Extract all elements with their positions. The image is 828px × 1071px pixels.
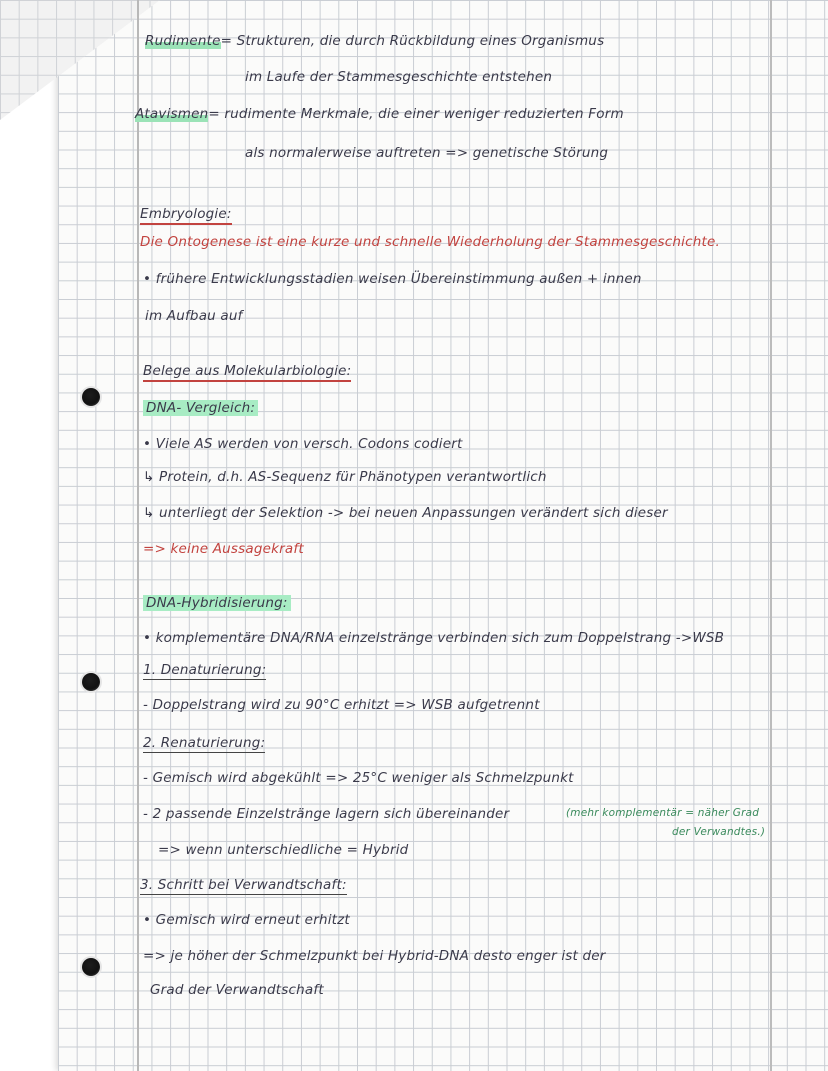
- term-rudimente: Rudimente: [145, 33, 221, 49]
- punch-hole: [82, 958, 100, 976]
- punch-hole: [82, 673, 100, 691]
- note-line: Grad der Verwandtschaft: [150, 982, 324, 998]
- note-line: ↳ Protein, d.h. AS-Sequenz für Phänotypen verantwortlich: [143, 469, 547, 485]
- punch-hole: [82, 388, 100, 406]
- note-line: im Aufbau auf: [145, 308, 243, 324]
- right-margin-line: [770, 0, 772, 1071]
- note-line: => keine Aussagekraft: [143, 541, 304, 557]
- note-line: als normalerweise auftreten => genetische Störung: [245, 145, 609, 161]
- heading-dna-vergleich: DNA- Vergleich:: [143, 400, 258, 416]
- note-line: 3. Schritt bei Verwandtschaft:: [140, 877, 347, 893]
- note-line: => je höher der Schmelzpunkt bei Hybrid-DNA desto enger ist der: [143, 948, 606, 964]
- term-atavismen: Atavismen: [135, 106, 209, 122]
- note-line: • Gemisch wird erneut erhitzt: [143, 912, 350, 928]
- note-line: 1. Denaturierung:: [143, 662, 267, 678]
- note-line: ↳ unterliegt der Selektion -> bei neuen Anpassungen verändert sich dieser: [143, 505, 668, 521]
- note-line: - Gemisch wird abgekühlt => 25°C weniger als Schmelzpunkt: [143, 770, 574, 786]
- note-line: • frühere Entwicklungsstadien weisen Übereinstimmung außen + innen: [143, 271, 642, 287]
- note-line: => wenn unterschiedliche = Hybrid: [158, 842, 409, 858]
- heading-embryologie: Embryologie:: [140, 206, 232, 222]
- note-line: Die Ontogenese ist eine kurze und schnelle Wiederholung der Stammesgeschichte.: [140, 234, 720, 250]
- side-note: der Verwandtes.): [672, 826, 766, 838]
- note-line: im Laufe der Stammesgeschichte entstehen: [245, 69, 553, 85]
- definition-atavismen: = rudimente Merkmale, die einer weniger reduzierten Form: [208, 106, 624, 122]
- note-line: 2. Renaturierung:: [143, 735, 266, 751]
- note-line: [145, 33, 604, 49]
- margin-line: [137, 0, 139, 1071]
- side-note: (mehr komplementär = näher Grad: [566, 807, 760, 819]
- note-line: • komplementäre DNA/RNA einzelstränge verbinden sich zum Doppelstrang ->WSB: [143, 630, 725, 646]
- definition-rudimente: = Strukturen, die durch Rückbildung eines Organismus: [220, 33, 605, 49]
- note-line: - 2 passende Einzelstränge lagern sich übereinander: [143, 806, 510, 822]
- note-line: [135, 106, 624, 122]
- note-line: • Viele AS werden von versch. Codons codiert: [143, 436, 463, 452]
- heading-dna-hybridisierung: DNA-Hybridisierung:: [143, 595, 291, 611]
- heading-molekularbiologie: Belege aus Molekularbiologie:: [143, 363, 351, 379]
- note-line: - Doppelstrang wird zu 90°C erhitzt => WSB aufgetrennt: [143, 697, 540, 713]
